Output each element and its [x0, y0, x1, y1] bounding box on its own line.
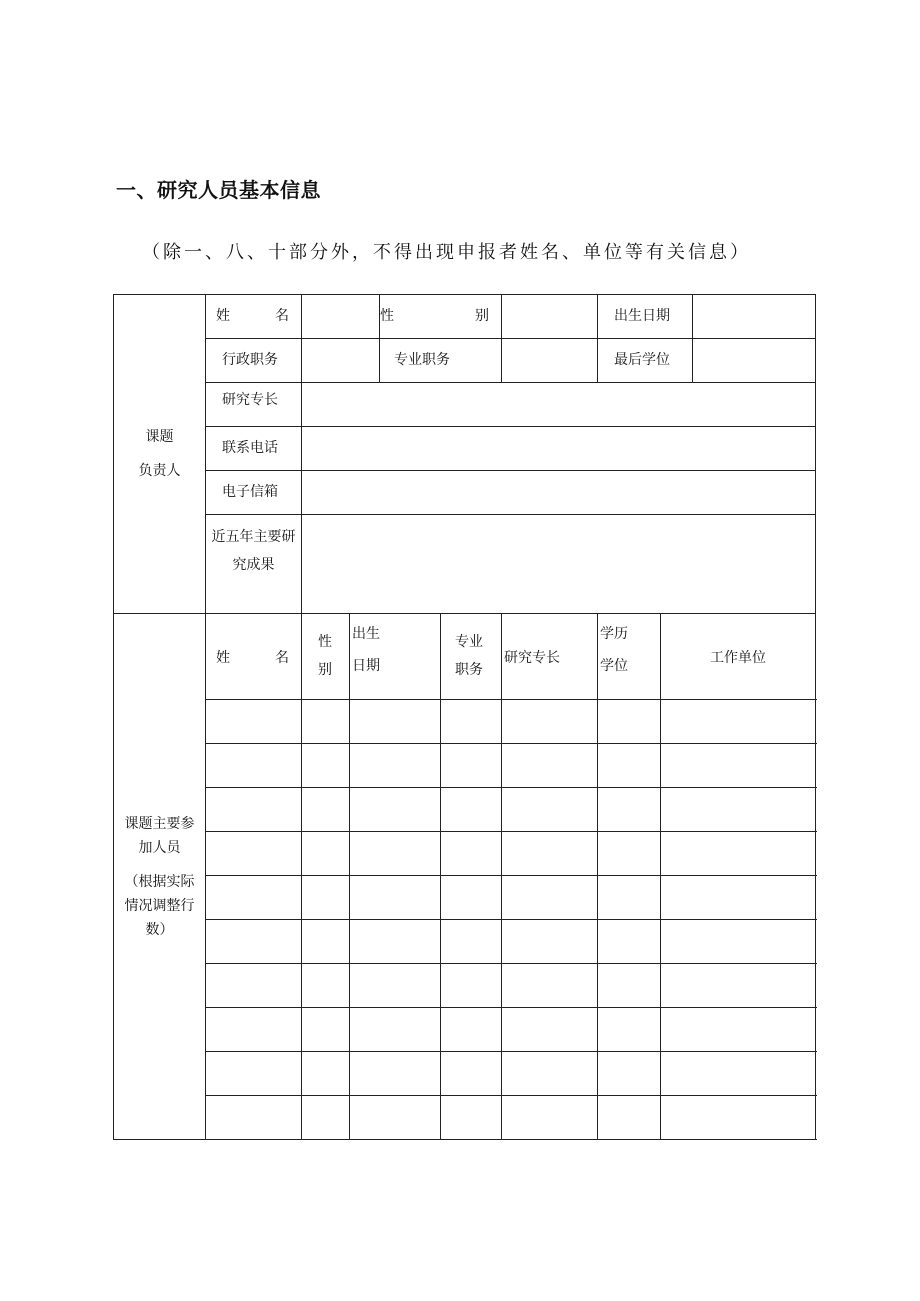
member-gender-cell[interactable] [302, 832, 350, 876]
member-row [114, 1052, 816, 1096]
member-row [114, 920, 816, 964]
member-row [114, 788, 816, 832]
member-workplace-cell[interactable] [661, 700, 816, 744]
member-prof-cell[interactable] [441, 1096, 502, 1140]
member-edu-cell[interactable] [598, 1096, 661, 1140]
member-name-cell[interactable] [206, 964, 302, 1008]
member-prof-cell[interactable] [441, 832, 502, 876]
member-workplace-cell[interactable] [661, 964, 816, 1008]
member-workplace-cell[interactable] [661, 832, 816, 876]
member-prof-cell[interactable] [441, 788, 502, 832]
gender-label: 性 别 [380, 295, 502, 339]
gender-field[interactable] [502, 295, 598, 339]
member-row [114, 744, 816, 788]
member-specialty-cell[interactable] [502, 964, 598, 1008]
member-name-cell[interactable] [206, 920, 302, 964]
admin-title-label: 行政职务 [206, 339, 302, 383]
member-prof-cell[interactable] [441, 920, 502, 964]
member-birth-cell[interactable] [350, 700, 441, 744]
member-birth-cell[interactable] [350, 1096, 441, 1140]
member-birth-cell[interactable] [350, 876, 441, 920]
member-name-cell[interactable] [206, 1052, 302, 1096]
member-name-cell[interactable] [206, 700, 302, 744]
achievements-field[interactable] [302, 515, 816, 614]
member-prof-cell[interactable] [441, 1008, 502, 1052]
member-gender-cell[interactable] [302, 744, 350, 788]
member-edu-cell[interactable] [598, 832, 661, 876]
member-row [114, 964, 816, 1008]
member-workplace-cell[interactable] [661, 744, 816, 788]
member-specialty-cell[interactable] [502, 1052, 598, 1096]
member-gender-cell[interactable] [302, 920, 350, 964]
member-prof-cell[interactable] [441, 1052, 502, 1096]
admin-title-field[interactable] [302, 339, 380, 383]
member-workplace-cell[interactable] [661, 876, 816, 920]
researcher-info-table [113, 294, 816, 1140]
member-birth-cell[interactable] [350, 832, 441, 876]
col-name-header: 姓 名 [206, 614, 302, 700]
member-edu-cell[interactable] [598, 964, 661, 1008]
member-prof-cell[interactable] [441, 744, 502, 788]
member-name-cell[interactable] [206, 1008, 302, 1052]
member-name-cell[interactable] [206, 832, 302, 876]
member-specialty-cell[interactable] [502, 832, 598, 876]
member-specialty-cell[interactable] [502, 1096, 598, 1140]
prof-title-field[interactable] [502, 339, 598, 383]
name-label: 姓 名 [206, 295, 302, 339]
member-specialty-cell[interactable] [502, 700, 598, 744]
members-section-label: 课题主要参 加人员 （根据实际 情况调整行 数） [114, 614, 206, 1140]
section-note: （除一、八、十部分外，不得出现申报者姓名、单位等有关信息） [142, 242, 751, 263]
member-gender-cell[interactable] [302, 876, 350, 920]
member-edu-cell[interactable] [598, 920, 661, 964]
phone-field[interactable] [302, 427, 816, 471]
col-workplace-header: 工作单位 [661, 614, 816, 700]
member-row [114, 700, 816, 744]
member-edu-cell[interactable] [598, 1008, 661, 1052]
leader-section-label: 课题 负责人 [114, 295, 206, 614]
member-gender-cell[interactable] [302, 1052, 350, 1096]
email-field[interactable] [302, 471, 816, 515]
member-prof-cell[interactable] [441, 876, 502, 920]
member-workplace-cell[interactable] [661, 920, 816, 964]
member-gender-cell[interactable] [302, 788, 350, 832]
member-edu-cell[interactable] [598, 788, 661, 832]
member-birth-cell[interactable] [350, 920, 441, 964]
member-birth-cell[interactable] [350, 744, 441, 788]
section-heading: 一、研究人员基本信息 [116, 178, 321, 202]
member-specialty-cell[interactable] [502, 1008, 598, 1052]
name-field[interactable] [302, 295, 380, 339]
member-name-cell[interactable] [206, 876, 302, 920]
member-row [114, 1008, 816, 1052]
member-name-cell[interactable] [206, 788, 302, 832]
member-prof-cell[interactable] [441, 700, 502, 744]
member-workplace-cell[interactable] [661, 1052, 816, 1096]
member-birth-cell[interactable] [350, 1052, 441, 1096]
member-prof-cell[interactable] [441, 964, 502, 1008]
specialty-field[interactable] [302, 383, 816, 427]
member-specialty-cell[interactable] [502, 788, 598, 832]
member-gender-cell[interactable] [302, 1008, 350, 1052]
member-row [114, 832, 816, 876]
member-specialty-cell[interactable] [502, 920, 598, 964]
phone-label: 联系电话 [206, 427, 302, 471]
member-edu-cell[interactable] [598, 744, 661, 788]
email-label: 电子信箱 [206, 471, 302, 515]
member-edu-cell[interactable] [598, 700, 661, 744]
member-specialty-cell[interactable] [502, 744, 598, 788]
member-birth-cell[interactable] [350, 788, 441, 832]
member-edu-cell[interactable] [598, 876, 661, 920]
member-specialty-cell[interactable] [502, 876, 598, 920]
last-degree-label: 最后学位 [598, 339, 693, 383]
member-workplace-cell[interactable] [661, 1008, 816, 1052]
member-gender-cell[interactable] [302, 964, 350, 1008]
col-gender-header: 性 别 [302, 614, 350, 700]
col-birth-header: 出生 日期 [350, 614, 441, 700]
col-specialty-header: 研究专长 [502, 614, 598, 700]
member-gender-cell[interactable] [302, 700, 350, 744]
prof-title-label: 专业职务 [380, 339, 502, 383]
member-gender-cell[interactable] [302, 1096, 350, 1140]
specialty-label: 研究专长 [206, 383, 302, 427]
member-row [114, 1096, 816, 1140]
member-workplace-cell[interactable] [661, 1096, 816, 1140]
achievements-label: 近五年主要研究成果 [206, 515, 302, 614]
birth-date-label: 出生日期 [598, 295, 693, 339]
member-row [114, 876, 816, 920]
last-degree-field[interactable] [693, 339, 816, 383]
member-edu-cell[interactable] [598, 1052, 661, 1096]
member-workplace-cell[interactable] [661, 788, 816, 832]
col-prof-header: 专业 职务 [441, 614, 502, 700]
member-name-cell[interactable] [206, 744, 302, 788]
member-birth-cell[interactable] [350, 1008, 441, 1052]
member-name-cell[interactable] [206, 1096, 302, 1140]
member-birth-cell[interactable] [350, 964, 441, 1008]
col-edu-header: 学历 学位 [598, 614, 661, 700]
birth-date-field[interactable] [693, 295, 816, 339]
